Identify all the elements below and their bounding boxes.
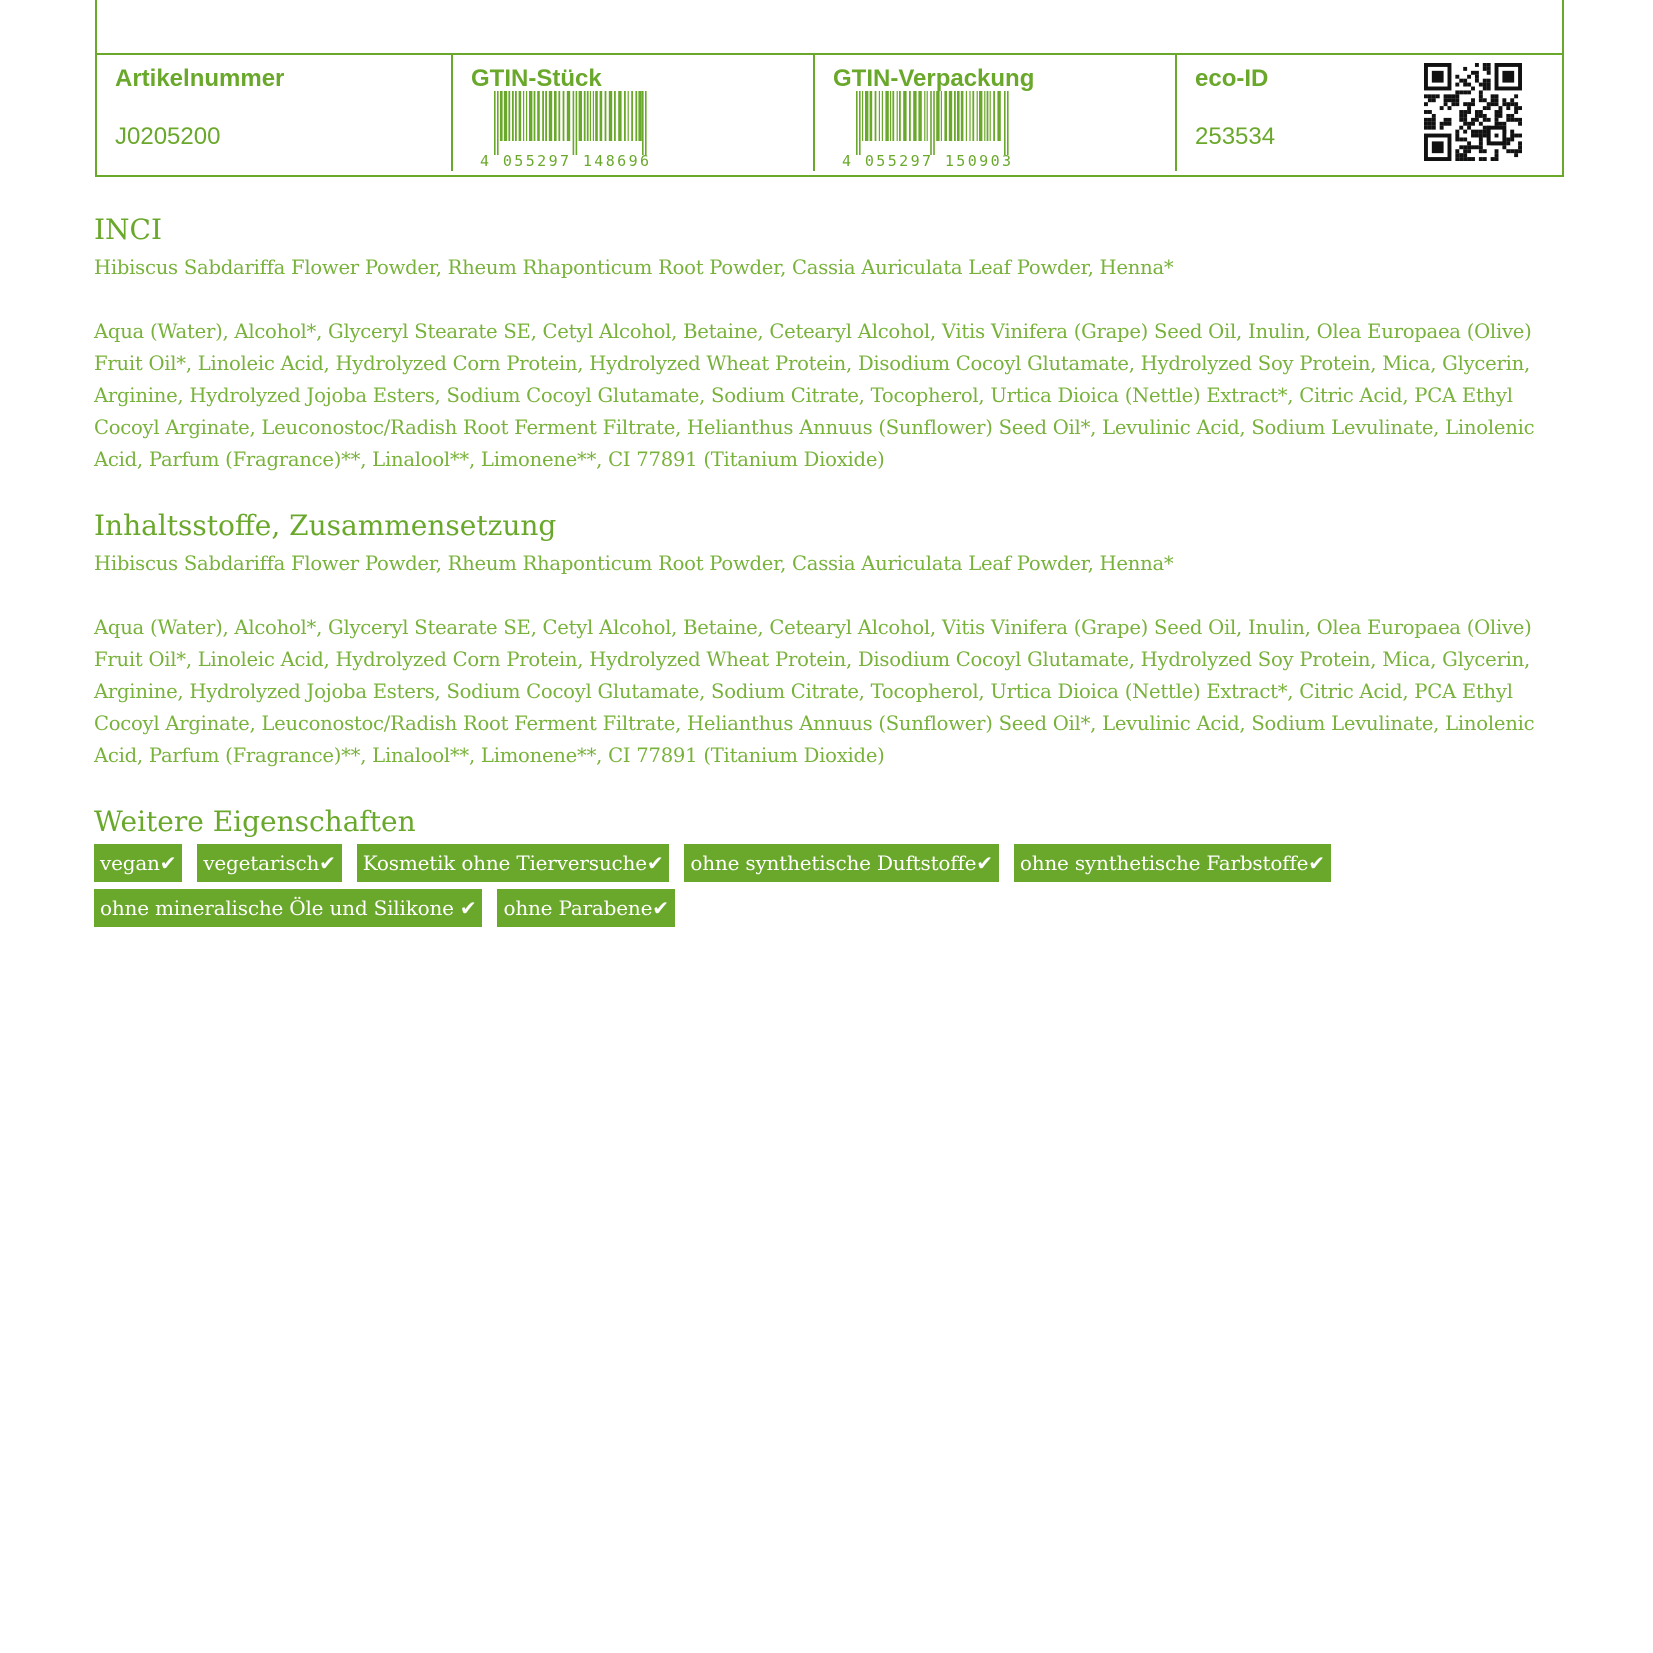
gtin-package-barcode xyxy=(842,91,1022,171)
property-tag-no-parabens: ohne Parabene✔ xyxy=(497,889,674,927)
article-number-label: Artikelnummer xyxy=(115,65,285,92)
property-tag-vegan: vegan✔ xyxy=(94,844,182,882)
property-tag-vegetarian: vegetarisch✔ xyxy=(197,844,341,882)
properties-section xyxy=(94,804,1574,927)
gtin-piece-cell xyxy=(453,55,815,171)
ingredients-paragraph: Hibiscus Sabdariffa Flower Powder, Rheum Rhaponticum Root Powder, Cassia Auriculata Leaf Powder, Henna* xyxy=(94,552,1174,575)
barcode-bars xyxy=(480,91,660,155)
ingredients-title: Inhaltsstoffe, Zusammensetzung xyxy=(94,509,557,542)
inci-section xyxy=(94,212,1574,476)
property-tag-no-mineral-oils-silicones: ohne mineralische Öle und Silikone ✔ xyxy=(94,889,482,927)
gtin-package-cell xyxy=(815,55,1177,171)
product-info-row xyxy=(97,53,1562,175)
article-number-cell xyxy=(97,55,453,171)
property-tags xyxy=(94,844,1534,927)
eco-id-cell xyxy=(1177,55,1562,171)
eco-id-label: eco-ID xyxy=(1195,65,1269,92)
barcode-bars xyxy=(842,91,1022,155)
property-tag-no-synthetic-fragrance: ohne synthetische Duftstoffe✔ xyxy=(684,844,998,882)
ingredients-section xyxy=(94,508,1574,772)
eco-id-value: 253534 xyxy=(1195,123,1276,150)
inci-paragraph: Aqua (Water), Alcohol*, Glyceryl Stearate SE, Cetyl Alcohol, Betaine, Cetearyl Alcohol, Vitis Vinifera (Grape) Seed Oil, Inulin, Olea Europaea (Olive) Fruit Oil*, Linoleic Acid, Hydrolyzed Corn Protein, Hydrolyzed Wheat Protein, Disodium Cocoyl Glutamate, Hydrolyzed Soy Protein, Mica, Glycerin, Arginine, Hydrolyzed Jojoba Esters, Sodium Cocoyl Glutamate, Sodium Citrate, Tocopherol, Urtica Dioica (Nettle) Extract*, Citric Acid, PCA Ethyl Cocoyl Arginate, Leuconostoc/Radish Root Ferment Filtrate, Helianthus Annuus (Sunflower) Seed Oil*, Levulinic Acid, Sodium Levulinate, Linolenic Acid, Parfum (Fragrance)**, Linalool**, Limonene**, CI 77891 (Titanium Dioxide) xyxy=(94,320,1535,471)
gtin-piece-barcode xyxy=(480,91,660,171)
gtin-piece-digits: 4 055297 148696 xyxy=(480,152,652,170)
article-number-value: J0205200 xyxy=(115,123,221,150)
ingredients-paragraph: Aqua (Water), Alcohol*, Glyceryl Stearate SE, Cetyl Alcohol, Betaine, Cetearyl Alcohol, Vitis Vinifera (Grape) Seed Oil, Inulin, Olea Europaea (Olive) Fruit Oil*, Linoleic Acid, Hydrolyzed Corn Protein, Hydrolyzed Wheat Protein, Disodium Cocoyl Glutamate, Hydrolyzed Soy Protein, Mica, Glycerin, Arginine, Hydrolyzed Jojoba Esters, Sodium Cocoyl Glutamate, Sodium Citrate, Tocopherol, Urtica Dioica (Nettle) Extract*, Citric Acid, PCA Ethyl Cocoyl Arginate, Leuconostoc/Radish Root Ferment Filtrate, Helianthus Annuus (Sunflower) Seed Oil*, Levulinic Acid, Sodium Levulinate, Linolenic Acid, Parfum (Fragrance)**, Linalool**, Limonene**, CI 77891 (Titanium Dioxide) xyxy=(94,616,1535,767)
properties-title: Weitere Eigenschaften xyxy=(94,805,416,838)
property-tag-cruelty-free: Kosmetik ohne Tierversuche✔ xyxy=(357,844,670,882)
gtin-package-digits: 4 055297 150903 xyxy=(842,152,1014,170)
product-info-table xyxy=(95,0,1564,177)
inci-paragraph: Hibiscus Sabdariffa Flower Powder, Rheum Rhaponticum Root Powder, Cassia Auriculata Leaf Powder, Henna* xyxy=(94,256,1174,279)
inci-title: INCI xyxy=(94,213,163,246)
gtin-piece-label: GTIN-Stück xyxy=(471,65,602,92)
gtin-package-label: GTIN-Verpackung xyxy=(833,65,1035,92)
property-tag-no-synthetic-dyes: ohne synthetische Farbstoffe✔ xyxy=(1014,844,1331,882)
